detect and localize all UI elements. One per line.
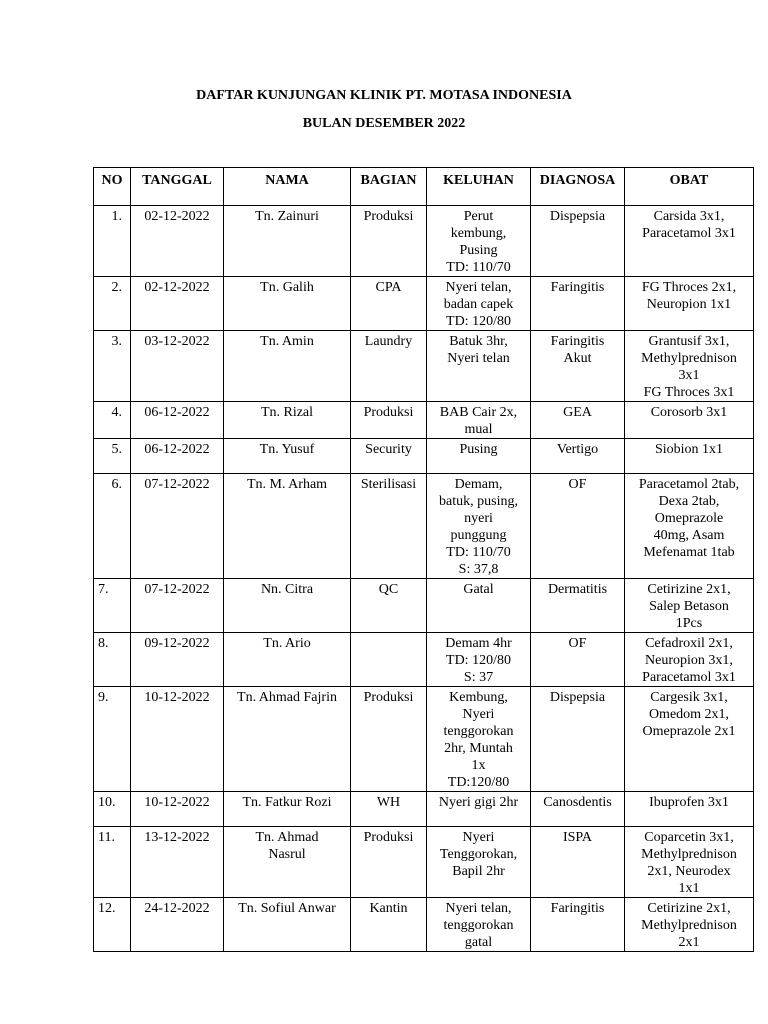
cell-keluhan: Kembung, Nyeri tenggorokan 2hr, Muntah 1x TD:120/80 <box>427 687 531 792</box>
cell-keluhan: Nyeri Tenggorokan, Bapil 2hr <box>427 827 531 898</box>
header-no: NO <box>94 168 131 206</box>
header-obat: OBAT <box>625 168 754 206</box>
table-row <box>94 827 754 898</box>
cell-diagnosa: Dispepsia <box>531 687 625 792</box>
cell-nama: Tn. Fatkur Rozi <box>224 792 351 827</box>
cell-obat: Cargesik 3x1, Omedom 2x1, Omeprazole 2x1 <box>625 687 754 792</box>
cell-keluhan: Demam, batuk, pusing, nyeri punggung TD: 110/70 S: 37,8 <box>427 474 531 579</box>
table-row <box>94 579 754 633</box>
cell-keluhan: Nyeri telan, tenggorokan gatal <box>427 898 531 952</box>
cell-bagian: Produksi <box>351 687 427 792</box>
table-row <box>94 331 754 402</box>
cell-obat: Cefadroxil 2x1, Neuropion 3x1, Paracetamol 3x1 <box>625 633 754 687</box>
cell-nama: Tn. Rizal <box>224 402 351 439</box>
cell-tanggal: 10-12-2022 <box>131 792 224 827</box>
cell-diagnosa: Faringitis <box>531 277 625 331</box>
table-row <box>94 687 754 792</box>
header-keluhan: KELUHAN <box>427 168 531 206</box>
cell-nama: Tn. Amin <box>224 331 351 402</box>
cell-tanggal: 10-12-2022 <box>131 687 224 792</box>
document-subtitle: BULAN DESEMBER 2022 <box>302 116 466 131</box>
cell-diagnosa: OF <box>531 474 625 579</box>
cell-obat: Ibuprofen 3x1 <box>625 792 754 827</box>
table-row <box>94 792 754 827</box>
cell-bagian <box>351 633 427 687</box>
cell-no: 6. <box>94 474 131 579</box>
cell-bagian: WH <box>351 792 427 827</box>
cell-obat: Corosorb 3x1 <box>625 402 754 439</box>
cell-tanggal: 07-12-2022 <box>131 474 224 579</box>
cell-obat: Cetirizine 2x1, Methylprednison 2x1 <box>625 898 754 952</box>
header-diagnosa: DIAGNOSA <box>531 168 625 206</box>
cell-no: 11. <box>94 827 131 898</box>
cell-obat: Siobion 1x1 <box>625 439 754 474</box>
header-nama: NAMA <box>224 168 351 206</box>
cell-tanggal: 02-12-2022 <box>131 206 224 277</box>
header-bagian: BAGIAN <box>351 168 427 206</box>
cell-no: 5. <box>94 439 131 474</box>
header-tanggal: TANGGAL <box>131 168 224 206</box>
cell-keluhan: Batuk 3hr, Nyeri telan <box>427 331 531 402</box>
cell-bagian: QC <box>351 579 427 633</box>
visit-table <box>93 167 754 952</box>
cell-diagnosa: Faringitis Akut <box>531 331 625 402</box>
cell-bagian: Produksi <box>351 827 427 898</box>
cell-tanggal: 13-12-2022 <box>131 827 224 898</box>
cell-obat: Paracetamol 2tab, Dexa 2tab, Omeprazole 40mg, Asam Mefenamat 1tab <box>625 474 754 579</box>
cell-obat: Cetirizine 2x1, Salep Betason 1Pcs <box>625 579 754 633</box>
cell-keluhan: Perut kembung, Pusing TD: 110/70 <box>427 206 531 277</box>
cell-diagnosa: ISPA <box>531 827 625 898</box>
cell-keluhan: Nyeri gigi 2hr <box>427 792 531 827</box>
cell-bagian: Produksi <box>351 402 427 439</box>
cell-keluhan: Nyeri telan, badan capek TD: 120/80 <box>427 277 531 331</box>
cell-no: 9. <box>94 687 131 792</box>
cell-tanggal: 09-12-2022 <box>131 633 224 687</box>
table-row <box>94 206 754 277</box>
cell-no: 4. <box>94 402 131 439</box>
cell-keluhan: Gatal <box>427 579 531 633</box>
cell-tanggal: 03-12-2022 <box>131 331 224 402</box>
cell-diagnosa: Faringitis <box>531 898 625 952</box>
cell-no: 3. <box>94 331 131 402</box>
cell-nama: Tn. Ahmad Nasrul <box>224 827 351 898</box>
cell-tanggal: 06-12-2022 <box>131 402 224 439</box>
cell-tanggal: 02-12-2022 <box>131 277 224 331</box>
cell-bagian: Sterilisasi <box>351 474 427 579</box>
table-row <box>94 474 754 579</box>
table-row <box>94 277 754 331</box>
cell-keluhan: Pusing <box>427 439 531 474</box>
cell-diagnosa: GEA <box>531 402 625 439</box>
cell-nama: Tn. Ahmad Fajrin <box>224 687 351 792</box>
cell-tanggal: 06-12-2022 <box>131 439 224 474</box>
cell-nama: Tn. Zainuri <box>224 206 351 277</box>
cell-obat: Coparcetin 3x1, Methylprednison 2x1, Neurodex 1x1 <box>625 827 754 898</box>
cell-nama: Tn. Ario <box>224 633 351 687</box>
cell-obat: Grantusif 3x1, Methylprednison 3x1 FG Throces 3x1 <box>625 331 754 402</box>
cell-diagnosa: Vertigo <box>531 439 625 474</box>
cell-bagian: CPA <box>351 277 427 331</box>
cell-no: 12. <box>94 898 131 952</box>
cell-nama: Tn. Yusuf <box>224 439 351 474</box>
cell-no: 1. <box>94 206 131 277</box>
cell-bagian: Kantin <box>351 898 427 952</box>
cell-nama: Nn. Citra <box>224 579 351 633</box>
cell-diagnosa: Dispepsia <box>531 206 625 277</box>
table-row <box>94 439 754 474</box>
table-row <box>94 633 754 687</box>
cell-bagian: Produksi <box>351 206 427 277</box>
document-title: DAFTAR KUNJUNGAN KLINIK PT. MOTASA INDONESIA <box>196 88 572 103</box>
cell-tanggal: 07-12-2022 <box>131 579 224 633</box>
cell-keluhan: Demam 4hr TD: 120/80 S: 37 <box>427 633 531 687</box>
cell-tanggal: 24-12-2022 <box>131 898 224 952</box>
cell-no: 2. <box>94 277 131 331</box>
cell-keluhan: BAB Cair 2x, mual <box>427 402 531 439</box>
cell-bagian: Laundry <box>351 331 427 402</box>
cell-no: 8. <box>94 633 131 687</box>
table-row <box>94 898 754 952</box>
table-row <box>94 402 754 439</box>
table-header-row <box>94 168 754 206</box>
cell-diagnosa: OF <box>531 633 625 687</box>
cell-no: 10. <box>94 792 131 827</box>
cell-nama: Tn. Sofiul Anwar <box>224 898 351 952</box>
cell-obat: FG Throces 2x1, Neuropion 1x1 <box>625 277 754 331</box>
cell-no: 7. <box>94 579 131 633</box>
cell-nama: Tn. Galih <box>224 277 351 331</box>
cell-diagnosa: Canosdentis <box>531 792 625 827</box>
cell-obat: Carsida 3x1, Paracetamol 3x1 <box>625 206 754 277</box>
cell-nama: Tn. M. Arham <box>224 474 351 579</box>
cell-diagnosa: Dermatitis <box>531 579 625 633</box>
cell-bagian: Security <box>351 439 427 474</box>
